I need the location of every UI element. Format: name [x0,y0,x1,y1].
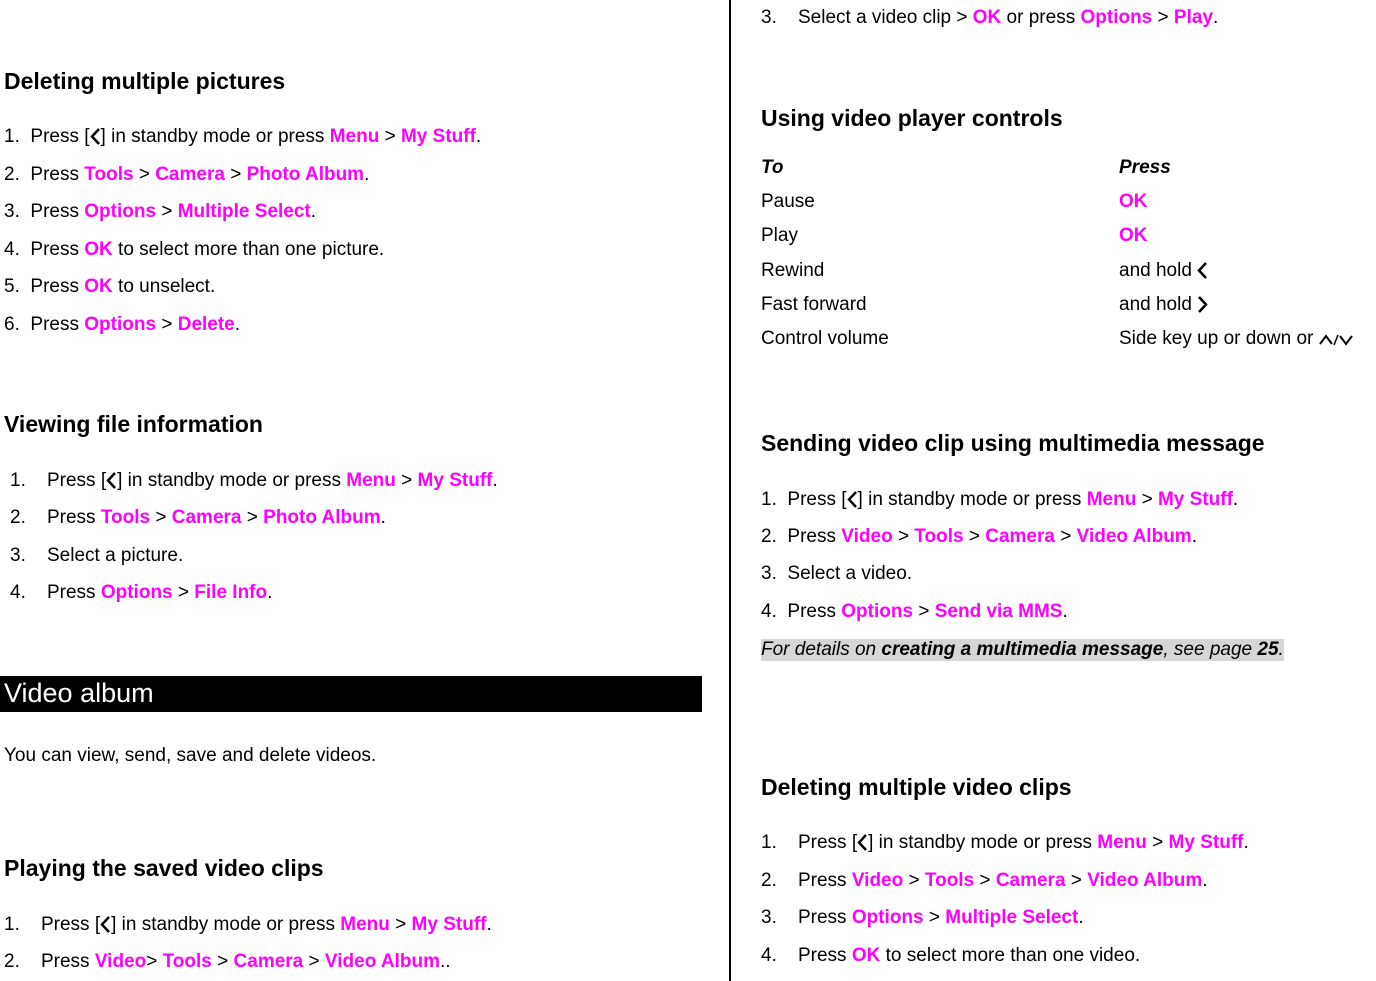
list-item: 3. Press Options > Multiple Select. [761,907,1084,928]
heading-sending-video-clip: Sending video clip using multimedia message [761,430,1265,456]
table-cell-to: Play [761,225,798,246]
left-key-icon [857,834,868,851]
heading-deleting-multiple-video-clips: Deleting multiple video clips [761,774,1072,800]
section-banner [0,676,702,712]
left-key-icon [90,128,101,145]
list-item: 2. Press Video > Tools > Camera > Video Album. [761,526,1197,547]
list-item: 1. Press [ ] in standby mode or press Menu > My Stuff. [4,126,482,147]
list-item: 3. Select a video clip > OK or press Options > Play. [761,7,1219,28]
heading-deleting-multiple-pictures: Deleting multiple pictures [4,68,286,94]
list-item: 1. Press [ ] in standby mode or press Menu > My Stuff. [761,832,1249,853]
table-cell-to: Fast forward [761,294,867,315]
intro-text: You can view, send, save and delete videos. [4,745,377,766]
list-item: 1. Press [ ] in standby mode or press Menu > My Stuff. [4,914,492,935]
table-cell-press: Side key up or down or [1119,328,1355,350]
list-item: 3. Select a video. [761,563,913,584]
list-item: 4. Press OK to select more than one picture. [4,239,385,260]
left-key-icon [106,472,117,489]
cross-reference-note: For details on creating a multimedia message, see page 25. [761,639,1284,660]
list-item: 3. Press Options > Multiple Select. [4,201,317,222]
list-item: 4. Press Options > Send via MMS. [761,601,1068,622]
list-item: 4. Press Options > File Info. [10,582,273,603]
table-cell-to: Pause [761,191,815,212]
table-cell-press: and hold [1119,260,1208,282]
list-item: 2. Press Tools > Camera > Photo Album. [4,164,370,185]
heading-using-video-player-controls: Using video player controls [761,105,1063,131]
list-item: 1. Press [ ] in standby mode or press Menu > My Stuff. [10,470,498,491]
heading-viewing-file-information: Viewing file information [4,411,263,437]
table-cell-press: and hold [1119,294,1208,316]
left-key-icon [1197,262,1208,279]
table-cell-press: OK [1119,225,1148,246]
list-item: 2. Press Tools > Camera > Photo Album. [10,507,386,528]
list-item: 1. Press [ ] in standby mode or press Menu > My Stuff. [761,489,1239,510]
list-item: 5. Press OK to unselect. [4,276,216,297]
table-header-press: Press [1119,157,1171,178]
section-banner-title: Video album [4,678,154,708]
right-key-icon [1197,296,1208,313]
table-cell-to: Rewind [761,260,825,281]
list-item: 2. Press Video> Tools > Camera > Video Album.. [4,951,451,972]
heading-playing-saved-video-clips: Playing the saved video clips [4,855,324,881]
up-down-key-icon [1319,333,1355,347]
table-cell-to: Control volume [761,328,889,349]
left-key-icon [847,491,858,508]
list-item: 4. Press OK to select more than one video. [761,945,1141,966]
table-header-to: To [761,157,784,178]
list-item: 3. Select a picture. [10,545,184,566]
table-cell-press: OK [1119,191,1148,212]
left-key-icon [100,916,111,933]
column-divider [729,0,731,981]
list-item: 2. Press Video > Tools > Camera > Video Album. [761,870,1208,891]
list-item: 6. Press Options > Delete. [4,314,241,335]
